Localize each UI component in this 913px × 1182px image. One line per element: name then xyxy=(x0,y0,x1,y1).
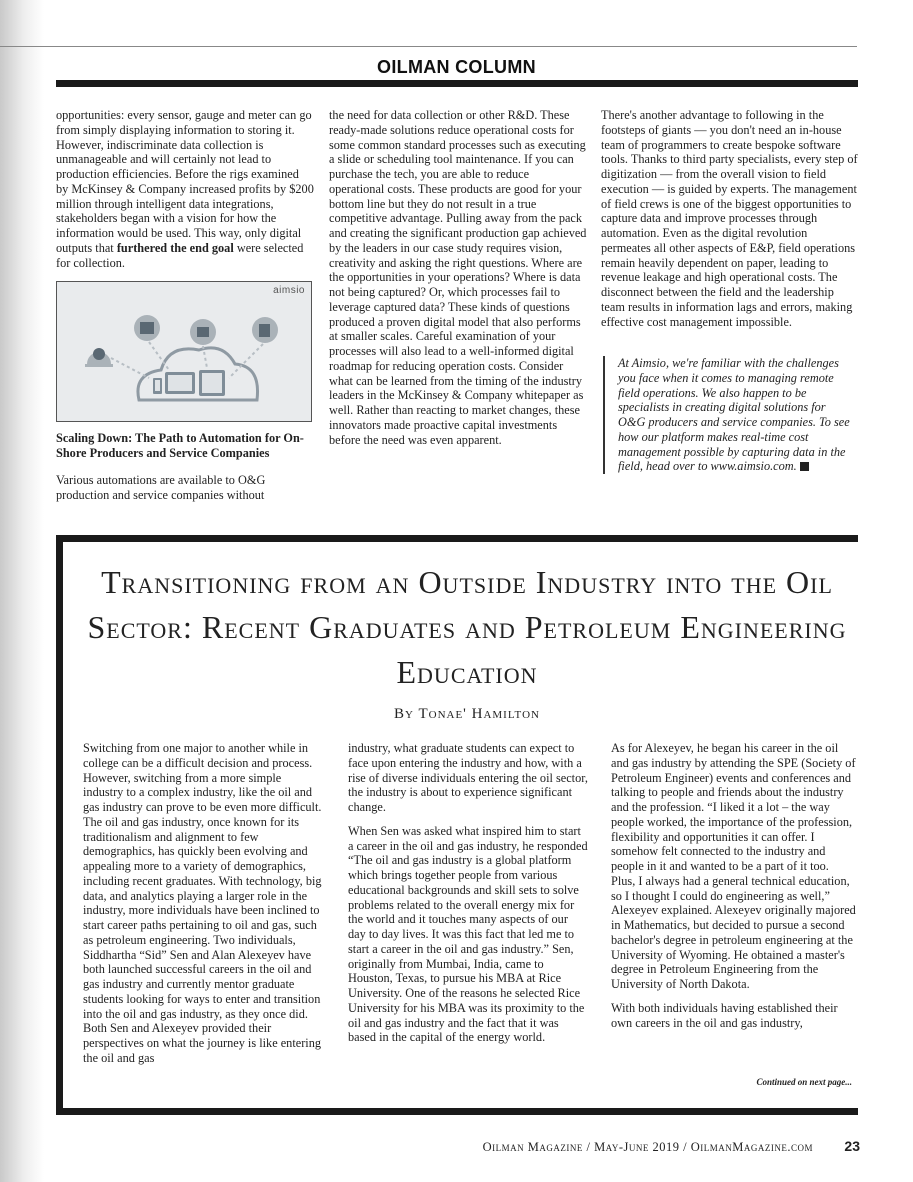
header-bar xyxy=(56,80,858,87)
quote-text: At Aimsio, we're familiar with the challenges you face when it comes to managing remote field operations. We also happen to be specialists in creating digital solutions for O&G producers and service companies. To see how our platform makes real-time cost management possible by capturing data in the field, head over to www.aimsio.com. xyxy=(618,356,850,474)
article-column-2 xyxy=(348,741,588,1054)
automation-illustration xyxy=(56,281,312,422)
top-column-1-continued xyxy=(56,473,314,503)
page-number: 23 xyxy=(844,1138,860,1154)
top-column-1 xyxy=(56,108,314,270)
article-title: Transitioning from an Outside Industry into the Oil Sector: Recent Graduates and Petroleum Engineering Education xyxy=(87,564,847,690)
footer-publication: Oilman Magazine / May-June 2019 / OilmanMagazine.com xyxy=(482,1140,813,1154)
paragraph: industry, what graduate students can expect to face upon entering the industry and how, with a rise of diverse individuals entering the oil sector, the industry is about to experience significant change. xyxy=(348,741,588,814)
bold-phrase: furthered the end goal xyxy=(116,240,234,255)
paragraph: the need for data collection or other R&D. These ready-made solutions reduce operational costs for some common standard processes such as executing a slide or scheduling tool maintenance. If you can purchase the tech, you are able to reduce operational costs. These products are good for your bottom line but they do not result in a true competitive advantage. Pulling away from the pack and creating the significant production gap achieved by the leaders in our case study requires vision, creativity and asking the right questions. Where are the opportunities in your operations? Where is data not being captured? Or, which processes fail to leverage captured data? These kinds of questions produced a proven digital model that also performs at smaller scales. Careful examination of your processes will also lead to a well-informed digital roadmap for reducing operation costs. Consider what can be learned from the timing of the industry leaders in the McKinsey & Company whitepaper as well. Rather than reacting to market changes, these innovators made proactive capital investments before the need was even apparent. xyxy=(329,108,587,447)
paragraph: Switching from one major to another while in college can be a difficult decision and process. However, switching from a more simple industry to a complex industry, like the oil and gas industry can prove to be even more difficult. The oil and gas industry, once known for its traditionalism and alignment to few demographics, has quickly been evolving and appealing more to a variety of demographics, including recent graduates. With technology, big data, and analytics playing a larger role in the industry, more individuals have been inclined to start career paths pertaining to oil and gas, such as petroleum engineering. Two individuals, Siddhartha “Sid” Sen and Alan Alexeyev have both launched successful careers in the oil and gas industry and currently mentor graduate students looking for ways to enter and transition into the oil and gas industry, as they once did. Both Sen and Alexeyev provided their perspectives on what the journey is like entering the oil and gas xyxy=(83,741,322,1065)
paragraph: As for Alexeyev, he began his career in the oil and gas industry by attending the SPE (Society of Petroleum Engineer) events and conferences and talking to people and friends about the industry and the profession. “I liked it a lot – the way people worked, the importance of the profession, flexibility and opportunities it can offer. I somehow felt connected to the industry and people in it and wanted to be a part of it too. Plus, I always had a general technical education, so I thought I could do engineering as well,” Alexeyev explained. Alexeyev originally majored in Mathematics, but decided to pursue a second bachelor's degree in petroleum engineering at the University of Wyoming. He obtained a master's degree in Petroleum Engineering from the University of North Dakota. xyxy=(611,741,856,991)
paragraph: Various automations are available to O&G production and service companies without xyxy=(56,473,266,502)
paragraph: opportunities: every sensor, gauge and meter can go from simply displaying information to storing it. However, indiscriminate data collection is unmanageable and will certainly not lead to production efficiencies. Before the rigs examined by McKinsey & Company increased profits by $200 million through intelligent data integrations, stakeholders began with a vision for how the information would be used. This way, only digital outputs that furthered the end goal were selected for collection. xyxy=(56,108,314,270)
column-header: OILMAN COLUMN xyxy=(377,57,536,77)
article-byline: By Tonae' Hamilton xyxy=(394,706,540,722)
top-rule xyxy=(0,46,857,47)
top-column-3 xyxy=(601,108,858,329)
top-column-2 xyxy=(329,108,587,447)
figure-caption: Scaling Down: The Path to Automation for On-Shore Producers and Service Companies xyxy=(56,431,304,460)
article-column-3 xyxy=(611,741,856,1039)
aimsio-logo: aimsio xyxy=(273,285,305,296)
end-of-article-icon xyxy=(800,462,809,471)
article-column-1 xyxy=(83,741,323,1075)
continued-note: Continued on next page... xyxy=(756,1077,852,1087)
cloud-devices-illustration xyxy=(57,282,312,422)
aimsio-pull-quote xyxy=(603,356,851,474)
paragraph: With both individuals having established their own careers in the oil and gas industry, xyxy=(611,1000,838,1030)
paragraph: There's another advantage to following in the footsteps of giants — you don't need an in-house team of programmers to create bespoke software tools. Thanks to third party specialists, every step of digitization — from the overall vision to field execution — is guided by experts. The management of field crews is one of the biggest opportunities to capture data and improve processes through automation. Even as the digital revolution permeates all other aspects of E&P, field operations remain heavily dependent on paper, leading to revenue leakage and high operational costs. The disconnect between the field and the leadership team results in information lags and errors, making effective cost management impossible. xyxy=(601,108,858,329)
page-footer xyxy=(0,1140,913,1158)
page-gutter-shadow xyxy=(0,0,44,1182)
paragraph: When Sen was asked what inspired him to start a career in the oil and gas industry, he responded “The oil and gas industry is a global platform which brings together people from various educational backgrounds and skill sets to solve problems related to the overall energy mix for the world and it touches many aspects of our day to day lives. It was this fact that led me to start a career in the oil and gas industry.” Sen, originally from Mumbai, India, came to Houston, Texas, to pursue his MBA at Rice University. One of the reasons he selected Rice University for his MBA was its proximity to the oil and gas industry and the fact that it was based in the capital of the energy world. xyxy=(348,823,588,1045)
